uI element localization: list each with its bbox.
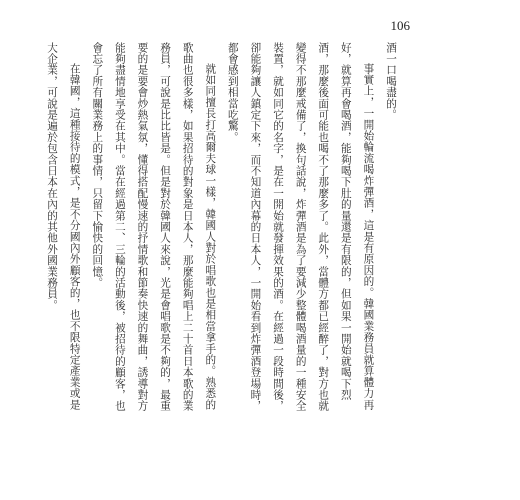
paragraph-3: 就如同擅長打高爾夫球一樣，韓國人對於唱歌也是相當拿手的。熟悉的歌曲也很多樣，如果招待的對象是日本人，那麼能夠唱上二十首日本歌的業務員，可說是比比皆是。但是對於韓國人來說，光是會唱歌是不夠的，最重要的是要會炒熱氣氛，懂得搭配慢速的抒情歌和節奏快速的舞曲，誘導對方能夠盡情地享受在其中。當在經過第二、三輪的活動後，被招待的顧客，也會忘了所有關業務上的事情，只留下愉快的回憶。	[91, 42, 217, 412]
paragraph-1: 酒一口喝盡的。	[385, 42, 397, 121]
page-number: 106	[390, 18, 410, 33]
paragraph-4: 在韓國，這種接待的模式，是不分國內外顧客的，也不限特定產業或是大企業，可說是遍於包含日本在內的其他外國業務員。	[46, 42, 81, 411]
paragraph-2: 事實上，一開始輪流喝炸彈酒，這是有原因的。韓國業務員就算體力再好，就算再會喝酒，能夠喝下肚的量還是有限的，但如果一開始就喝下烈酒，那麼後面可能也喝不了那麼多了。此外，當體方都已經醉了，對方也就變得不那麼戒備了，換句話說，炸彈酒是為了要減少整體喝酒量的一種安全裝置，就如同它的名字，是在一開始就發揮效果的酒。在經過一段時間後，卻能夠讓人鎮定下來，而不知道內幕的日本人，一開始看到炸彈酒登場時，都會感到相當吃驚。	[226, 42, 375, 412]
body-text	[41, 42, 403, 414]
